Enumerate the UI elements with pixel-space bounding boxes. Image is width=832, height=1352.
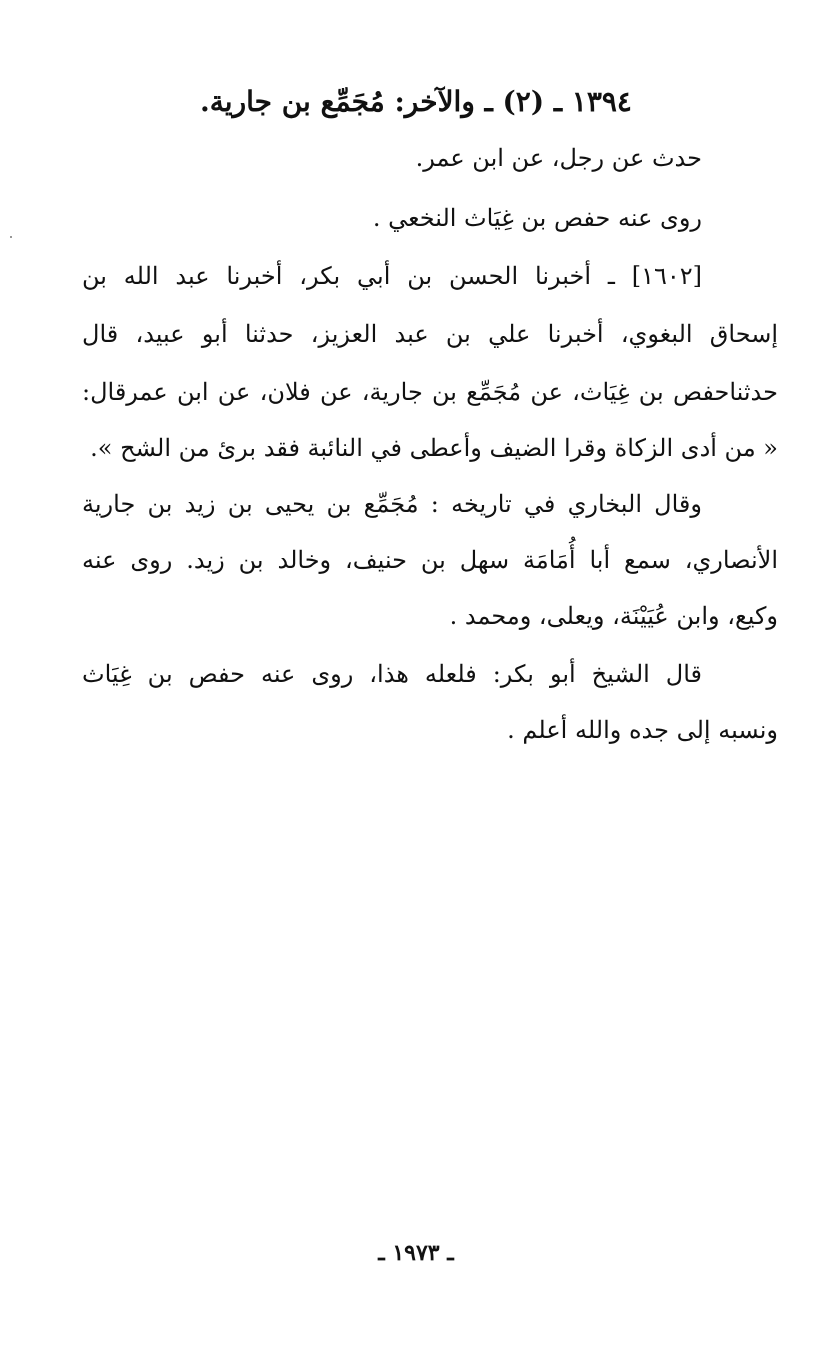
- text-line: « من أدى الزكاة وقرا الضيف وأعطى في النائبة فقد برئ من الشح ».: [90, 434, 778, 462]
- page-number: ـ ١٩٧٣ ـ: [378, 1240, 454, 1266]
- text-line: حدث عن رجل، عن ابن عمر.: [415, 144, 702, 172]
- text-line: حدثناحفص بن غِيَاث، عن مُجَمِّع بن جارية، عن فلان، عن ابن عمرقال:: [82, 378, 778, 406]
- text-line: [١٦٠٢] ـ أخبرنا الحسن بن أبي بكر، أخبرنا عبد الله بن: [82, 262, 702, 290]
- entry-heading: ١٣٩٤ ـ (٢) ـ والآخر: مُجَمِّع بن جارية.: [200, 85, 632, 118]
- text-line: وقال البخاري في تاريخه : مُجَمِّع بن يحيى بن زيد بن جارية: [82, 490, 702, 518]
- text-line: ونسبه إلى جده والله أعلم .: [507, 716, 778, 744]
- margin-speck: [10, 236, 12, 238]
- text-line: إسحاق البغوي، أخبرنا علي بن عبد العزيز، حدثنا أبو عبيد، قال: [82, 320, 778, 348]
- text-line: روى عنه حفص بن غِيَاث النخعي .: [372, 204, 702, 232]
- text-line: وكيع، وابن عُيَيْنَة، ويعلى، ومحمد .: [449, 602, 778, 630]
- text-line: قال الشيخ أبو بكر: فلعله هذا، روى عنه حفص بن غِيَاث: [82, 660, 702, 688]
- text-line: الأنصاري، سمع أبا أُمَامَة سهل بن حنيف، وخالد بن زيد. روى عنه: [82, 546, 778, 574]
